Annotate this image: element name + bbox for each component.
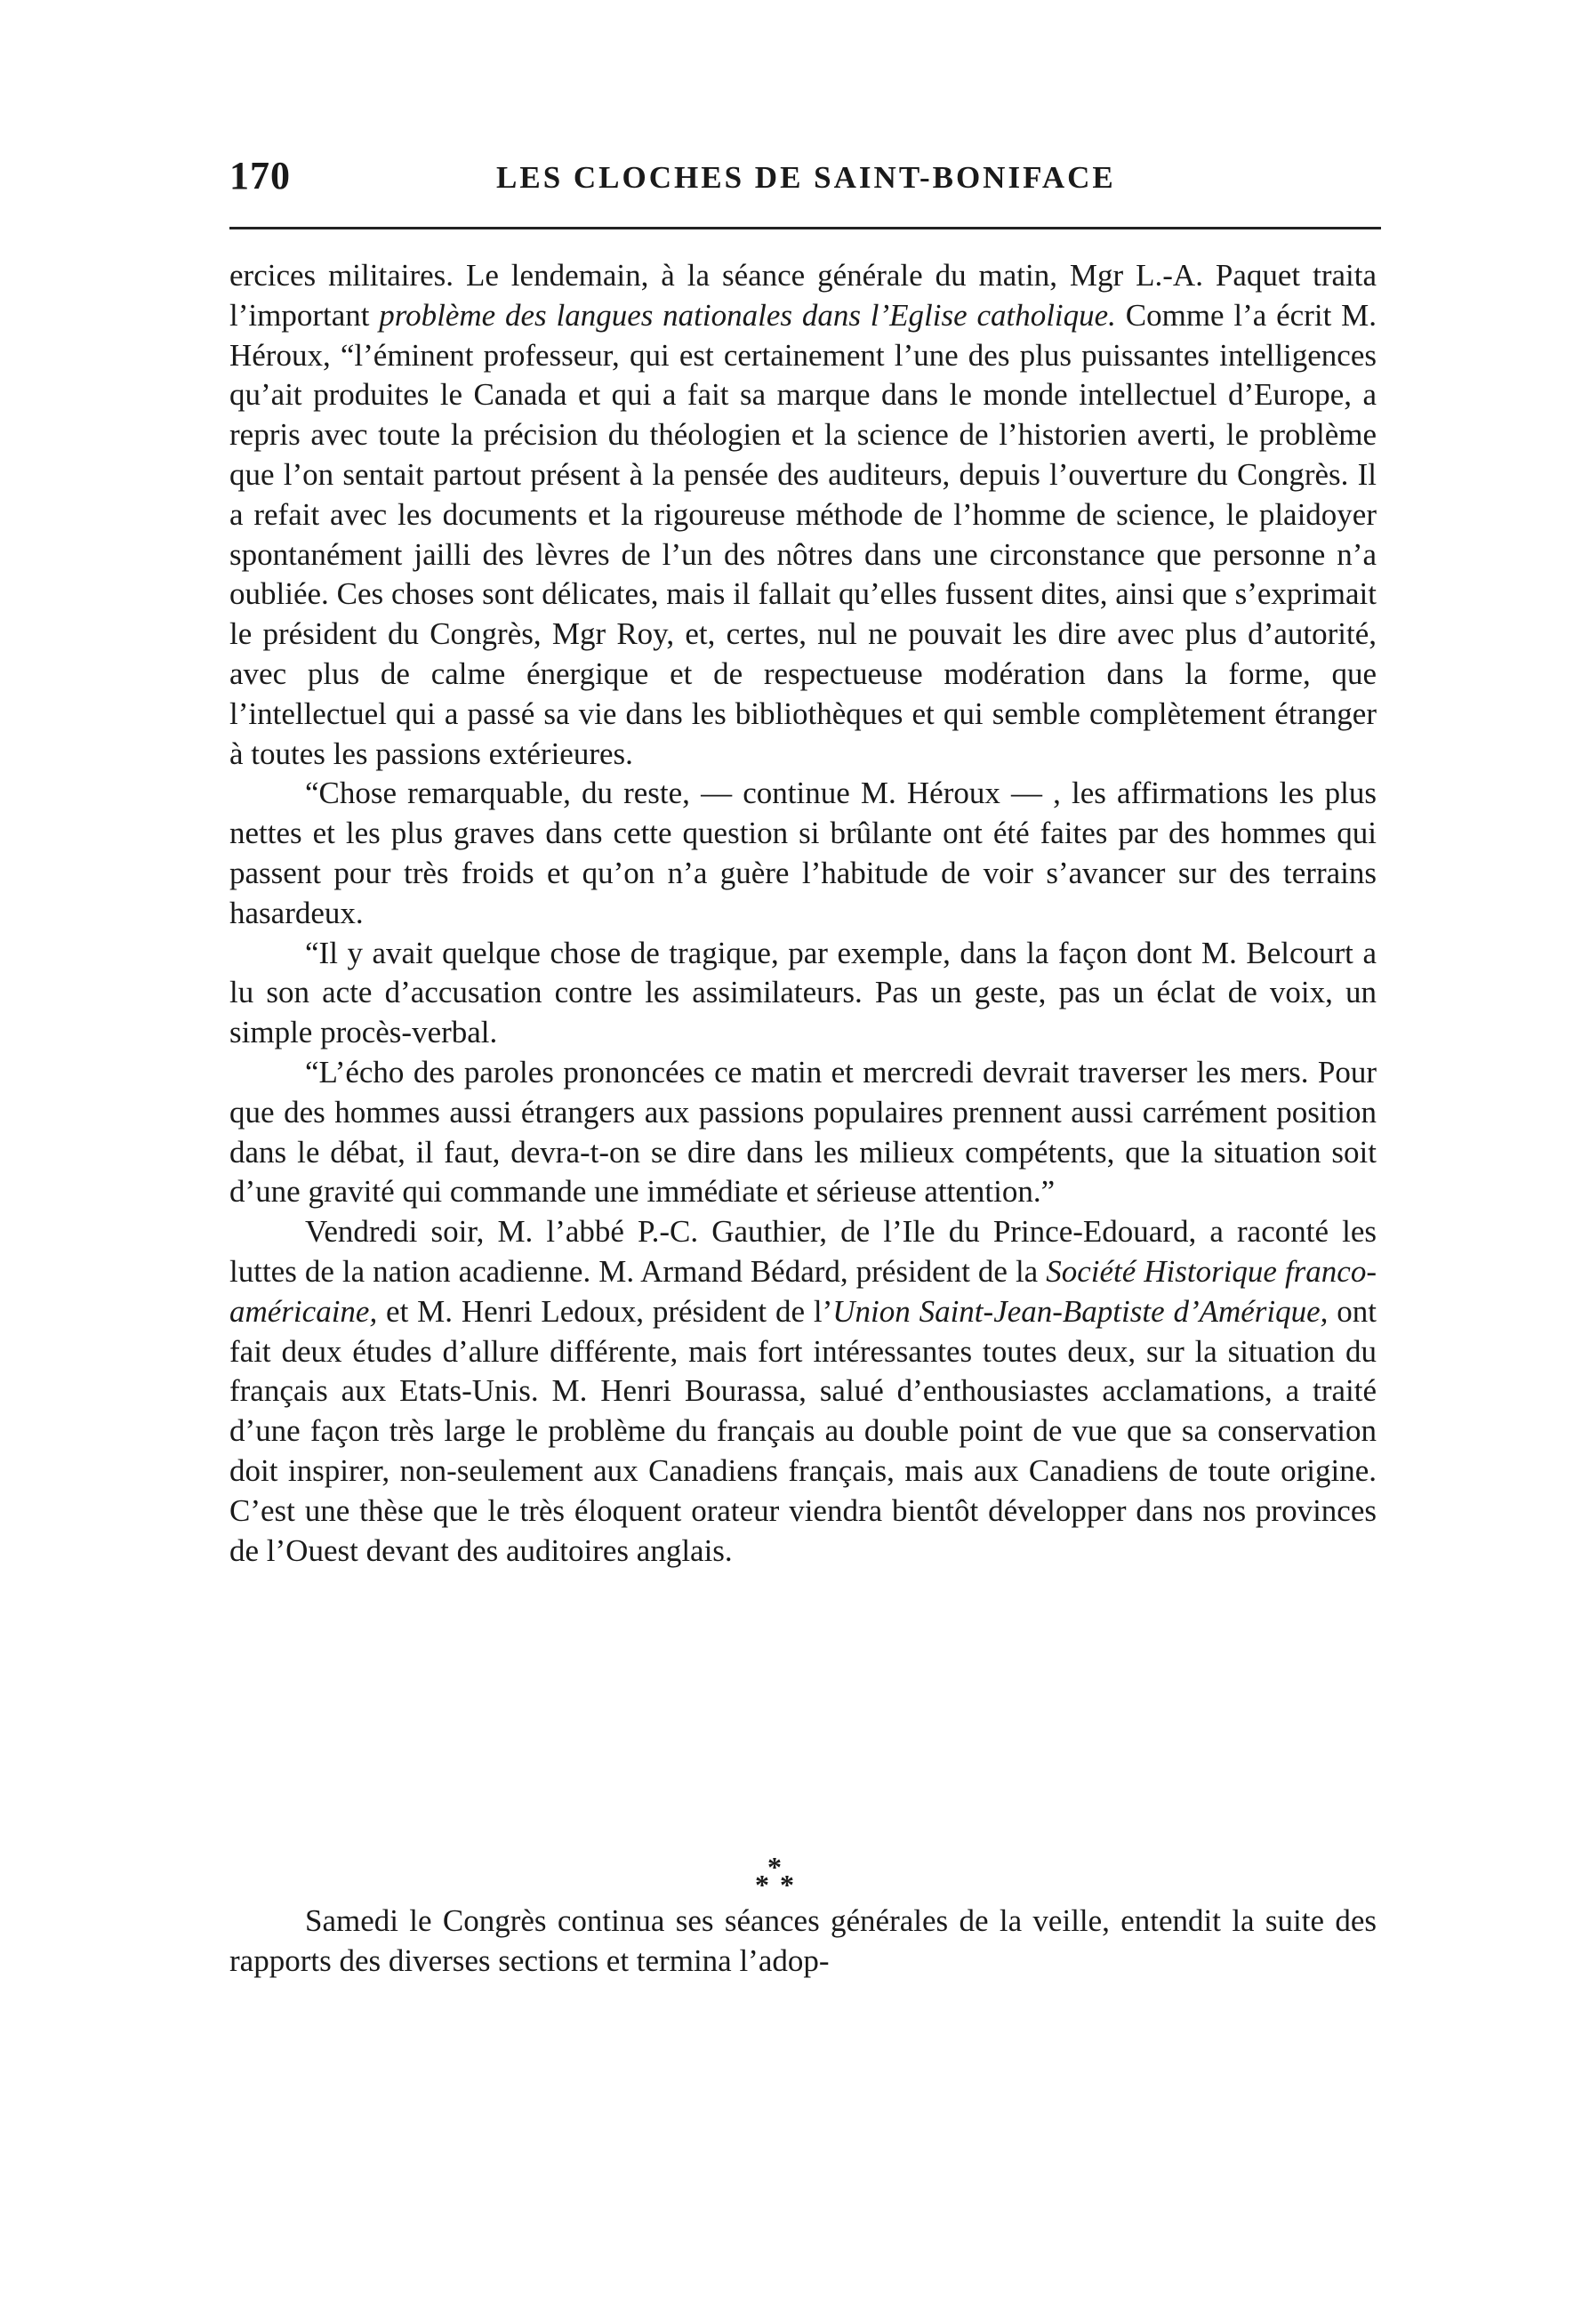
final-paragraph-block: [229, 1902, 1377, 1982]
text-run: et M. Henri Ledoux, président de l’: [377, 1293, 833, 1329]
italic-title: problème des langues nationales dans l’Eglise catholique.: [379, 297, 1116, 333]
italic-title: Union Saint-Jean-Baptiste d’Amérique,: [832, 1293, 1329, 1329]
text-run: ercices militaires. Le lendemain, à la séance générale du matin, Mgr L.-A. Paquet traita l’important: [229, 258, 1377, 333]
asterism-star-right: *: [780, 1869, 794, 1901]
asterism-star-top: *: [767, 1851, 782, 1883]
italic-title: Société Historique franco-américaine,: [229, 1253, 1377, 1329]
asterism: [751, 1851, 805, 1901]
header-rule: [229, 227, 1381, 229]
text-run: ont fait deux études d’allure différente, mais fort intéressantes toutes deux, sur la situation du français aux Etats-Unis. M. Henri Bourassa, salué d’enthousiastes acclamations, a traité d’une façon très large le problème du français au double point de vue que sa conservation doit inspirer, non-seulement aux Canadiens français, mais aux Canadiens de toute origine. C’est une thèse que le très éloquent orateur viendra bientôt développer dans nos provinces de l’Ouest devant des auditoires anglais.: [229, 1293, 1377, 1568]
text-run: Vendredi soir, M. l’abbé P.-C. Gauthier, de l’Ile du Prince-Edouard, a raconté les luttes de la nation acadienne. M. Armand Bédard, président de la: [229, 1214, 1377, 1289]
paragraph-p2: [229, 774, 1377, 933]
running-title: LES CLOCHES DE SAINT-BONIFACE: [496, 160, 1116, 195]
page-header: [229, 153, 1381, 206]
text-run: “L’écho des paroles prononcées ce matin et mercredi devrait traverser les mers. Pour que des hommes aussi étrangers aux passions populaires prennent aussi carrément position dans le débat, il faut, devra-t-on se dire dans les milieux compétents, que la situation soit d’une gravité qui commande une immédiate et sérieuse attention.”: [229, 1054, 1377, 1210]
text-run: “Chose remarquable, du reste, — continue M. Héroux — , les affirmations les plus nettes et les plus graves dans cette question si brûlante ont été faites par des hommes qui passent pour très froids et qu’on n’a guère l’habitude de voir s’avancer sur des terrains hasardeux.: [229, 776, 1377, 930]
paragraph-p5: [229, 1212, 1377, 1571]
page-number: 170: [229, 154, 291, 197]
text-run: “Il y avait quelque chose de tragique, par exemple, dans la façon dont M. Belcourt a lu son acte d’accusation contre les assimilateurs. Pas un geste, pas un éclat de voix, un simple procès-verbal.: [229, 935, 1377, 1050]
paragraph-p4: [229, 1053, 1377, 1212]
asterism-star-left: *: [755, 1869, 769, 1901]
paragraph-p3: [229, 934, 1377, 1053]
text-run: Comme l’a écrit M. Héroux, “l’éminent professeur, qui est certainement l’une des plus puissantes intelligences qu’ait produites le Canada et qui a fait sa marque dans le monde intellectuel d’Europe, a repris avec toute la précision du théologien et la science de l’historien averti, le problème que l’on sentait partout présent à la pensée des auditeurs, depuis l’ouverture du Congrès. Il a refait avec les documents et la rigoureuse méthode de l’homme de science, le plaidoyer spontanément jailli des lèvres de l’un des nôtres dans une circonstance que personne n’a oubliée. Ces choses sont délicates, mais il fallait qu’elles fussent dites, ainsi que s’exprimait le président du Congrès, Mgr Roy, et, certes, nul ne pouvait les dire avec plus d’autorité, avec plus de calme énergique et de respectueuse modération dans la forme, que l’intellectuel qui a passé sa vie dans les bibliothèques et qui semble complètement étranger à toutes les passions extérieures.: [229, 297, 1377, 771]
final-paragraph: Samedi le Congrès continua ses séances générales de la veille, entendit la suite des rapports des diverses sections et termina l’adop-: [229, 1903, 1377, 1978]
paragraph-p1: [229, 256, 1377, 774]
body-text: [229, 256, 1377, 1571]
